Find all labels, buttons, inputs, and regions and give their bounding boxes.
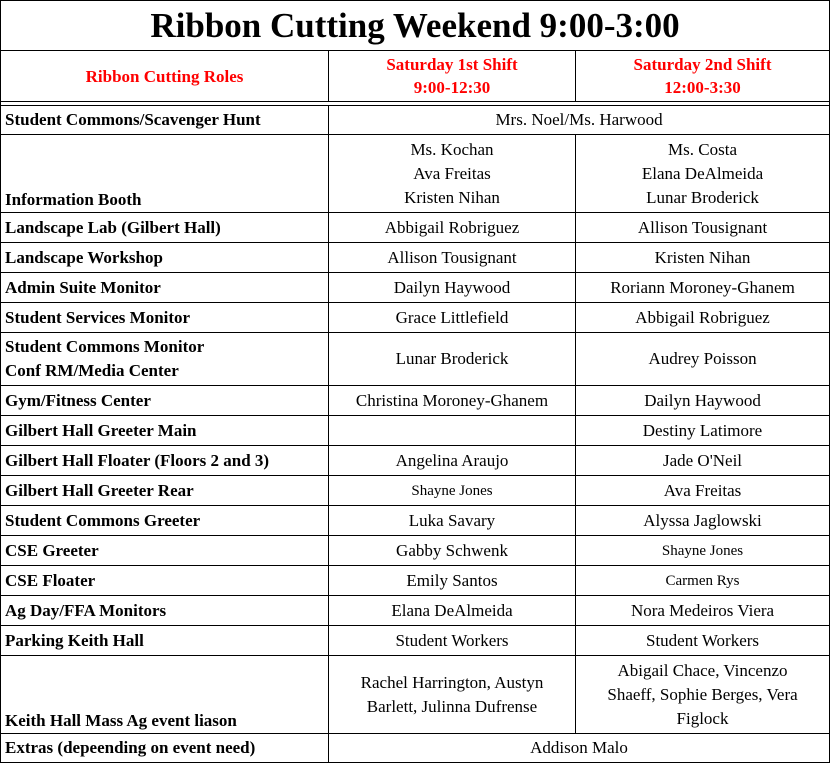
assignee-cell: Shayne Jones — [576, 536, 830, 566]
assignee-cell: Gabby Schwenk — [329, 536, 576, 566]
assignee-cell: Audrey Poisson — [576, 333, 830, 386]
assignee-cell: Dailyn Haywood — [576, 386, 830, 416]
role-cell: Admin Suite Monitor — [1, 273, 329, 303]
role-cell: Gilbert Hall Floater (Floors 2 and 3) — [1, 446, 329, 476]
assignee-cell: Jade O'Neil — [576, 446, 830, 476]
role-cell: Gilbert Hall Greeter Rear — [1, 476, 329, 506]
assignee-cell: Christina Moroney-Ghanem — [329, 386, 576, 416]
assignee-cell: Addison Malo — [329, 734, 830, 763]
table-row — [1, 506, 830, 536]
table-row — [1, 213, 830, 243]
table-row — [1, 106, 830, 135]
table-row — [1, 386, 830, 416]
role-label: Conf RM/Media Center — [5, 361, 179, 380]
assignee-cell: Abbigail Robriguez — [576, 303, 830, 333]
assignee-cell: Allison Tousignant — [576, 213, 830, 243]
role-cell: Gilbert Hall Greeter Main — [1, 416, 329, 446]
title-row — [1, 1, 830, 51]
assignee-name: Kristen Nihan — [404, 187, 500, 207]
assignee-cell: Kristen Nihan — [576, 243, 830, 273]
header-shift-2 — [576, 51, 830, 102]
assignee-cell: Dailyn Haywood — [329, 273, 576, 303]
table-row — [1, 446, 830, 476]
header-roles: Ribbon Cutting Roles — [1, 51, 329, 102]
assignee-cell: Allison Tousignant — [329, 243, 576, 273]
header-shift-2-name: Saturday 2nd Shift — [633, 55, 772, 74]
assignee-cell: Grace Littlefield — [329, 303, 576, 333]
assignee-cell: Carmen Rys — [576, 566, 830, 596]
assignee-cell: Abbigail Robriguez — [329, 213, 576, 243]
assignee-cell: Destiny Latimore — [576, 416, 830, 446]
table-row — [1, 656, 830, 734]
assignee-name: Ava Freitas — [413, 163, 491, 183]
role-cell: CSE Greeter — [1, 536, 329, 566]
assignee-cell: Alyssa Jaglowski — [576, 506, 830, 536]
assignee-cell: Nora Medeiros Viera — [576, 596, 830, 626]
assignee-cell: Lunar Broderick — [329, 333, 576, 386]
page-title: Ribbon Cutting Weekend 9:00-3:00 — [1, 1, 830, 51]
assignee-cell — [329, 656, 576, 734]
role-cell: Student Commons/Scavenger Hunt — [1, 106, 329, 135]
assignee-cell: Angelina Araujo — [329, 446, 576, 476]
role-cell: Landscape Workshop — [1, 243, 329, 273]
assignee-cell: Elana DeAlmeida — [329, 596, 576, 626]
assignee-cell: Student Workers — [576, 626, 830, 656]
role-cell: Ag Day/FFA Monitors — [1, 596, 329, 626]
assignee-name: Lunar Broderick — [646, 187, 759, 207]
table-row — [1, 476, 830, 506]
role-cell: Keith Hall Mass Ag event liason — [1, 656, 329, 734]
table-row — [1, 303, 830, 333]
header-shift-2-time: 12:00-3:30 — [664, 78, 741, 97]
role-cell: Parking Keith Hall — [1, 626, 329, 656]
assignee-cell: Mrs. Noel/Ms. Harwood — [329, 106, 830, 135]
table-row — [1, 566, 830, 596]
assignee-name: Abigail Chace, Vincenzo — [617, 660, 788, 680]
role-cell: Student Services Monitor — [1, 303, 329, 333]
table-row — [1, 596, 830, 626]
role-cell: Information Booth — [1, 135, 329, 213]
table-row — [1, 626, 830, 656]
assignee-name: Figlock — [676, 708, 729, 728]
assignee-cell: Emily Santos — [329, 566, 576, 596]
assignee-cell — [329, 416, 576, 446]
assignee-name: Shaeff, Sophie Berges, Vera — [607, 684, 798, 704]
role-cell: Student Commons Greeter — [1, 506, 329, 536]
table-row — [1, 734, 830, 763]
assignee-name: Ms. Costa — [668, 139, 737, 159]
assignee-cell — [329, 135, 576, 213]
assignee-name: Rachel Harrington, Austyn — [360, 672, 544, 692]
role-cell: Extras (depeending on event need) — [1, 734, 329, 763]
assignee-cell: Student Workers — [329, 626, 576, 656]
table-row — [1, 333, 830, 386]
assignee-cell — [576, 135, 830, 213]
table-row — [1, 416, 830, 446]
assignee-cell: Ava Freitas — [576, 476, 830, 506]
role-label: Student Commons Monitor — [5, 337, 205, 356]
header-shift-1-name: Saturday 1st Shift — [386, 55, 518, 74]
role-cell — [1, 333, 329, 386]
assignee-cell: Luka Savary — [329, 506, 576, 536]
assignee-cell: Roriann Moroney-Ghanem — [576, 273, 830, 303]
assignee-name: Barlett, Julinna Dufrense — [366, 696, 538, 716]
role-cell: Landscape Lab (Gilbert Hall) — [1, 213, 329, 243]
role-cell: Gym/Fitness Center — [1, 386, 329, 416]
header-row — [1, 51, 830, 102]
assignee-cell: Shayne Jones — [329, 476, 576, 506]
table-row — [1, 135, 830, 213]
header-shift-1 — [329, 51, 576, 102]
assignee-name: Ms. Kochan — [410, 139, 494, 159]
assignee-cell — [576, 656, 830, 734]
role-cell: CSE Floater — [1, 566, 329, 596]
assignee-name: Elana DeAlmeida — [641, 163, 764, 183]
table-row — [1, 273, 830, 303]
table-row — [1, 243, 830, 273]
table-row — [1, 536, 830, 566]
header-shift-1-time: 9:00-12:30 — [413, 78, 491, 97]
